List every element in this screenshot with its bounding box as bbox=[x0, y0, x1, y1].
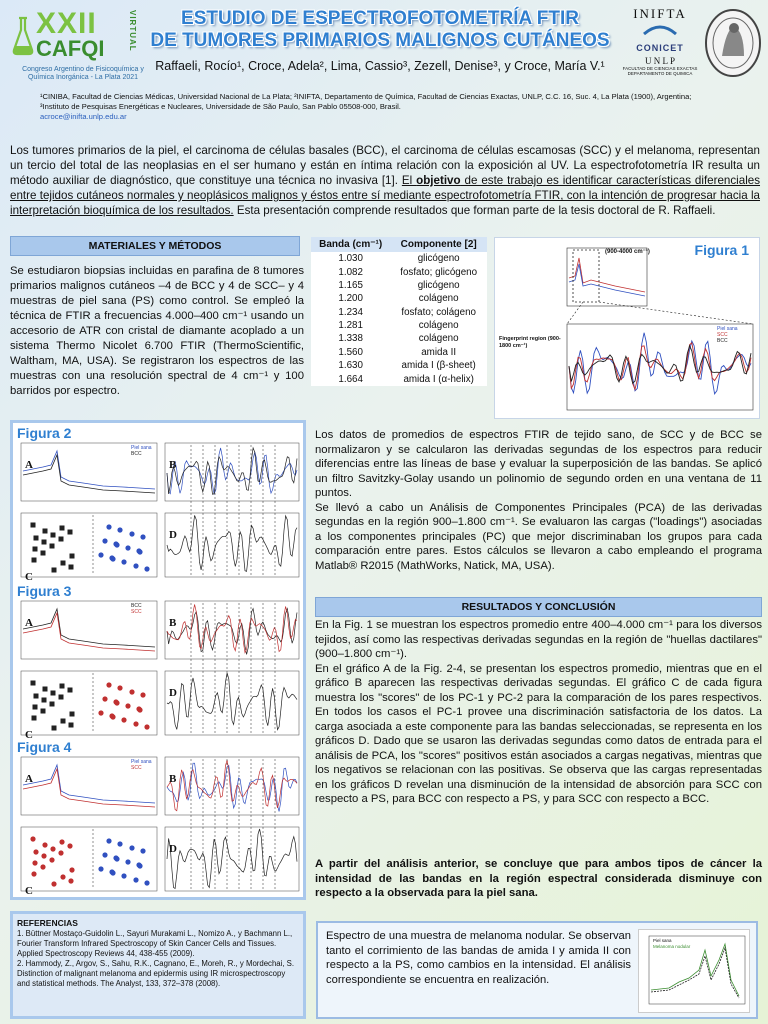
table-cell-component: glicógeno bbox=[417, 279, 460, 291]
panel-label-c: C bbox=[25, 729, 33, 741]
table-row bbox=[311, 265, 487, 278]
results-paragraph-2: En el gráfico A de la Fig. 2-4, se presentan los espectros promedio, mientras que en el gráfico B aparecen las respectivas derivadas segundas. El gráfico C de cada figura muestra los "scores" de los PC-1 y PC-2 para la comparación de los pares respectivos. En todos los casos el PC-1 provee una discriminación satisfactoria de los datos. La carga asociada a este componente para las bandas seleccionadas, se representa en los gráficos D. Dado que se usaron las derivadas segundas como datos de entrada para el análisis de PCA, los "scores" positivos están asociados a cargas negativas, mientras que los negativos se relacionan con las positivas. Se observa que las cargas representadas en los gráficos D revelan una disminución de la intensidad de absorción para SCC con respecto a PS, para BCC con respecto a PS, y para SCC con respecto a BCC. bbox=[315, 662, 762, 805]
panel-label-b: B bbox=[169, 773, 177, 785]
melanoma-text: Espectro de una muestra de melanoma nodular. Se observan tanto el corrimiento de las bandas de amida I y amida II con respecto a la PS, como cambios en la intensidad. El análisis correspondiente se encuentra en realización. bbox=[326, 930, 631, 986]
conclusion: A partir del análisis anterior, se concluye que para ambos tipos de cáncer la intensidad de las bandas en la región espectral considerada disminuye con respecto a la observada para la piel sana. bbox=[315, 858, 762, 899]
table-cell-band: 1.234 bbox=[338, 306, 363, 318]
figure-4-label: Figura 4 bbox=[17, 739, 72, 755]
table-cell-band: 1.630 bbox=[338, 360, 363, 372]
legend-entry: BCC bbox=[131, 451, 142, 457]
table-cell-component: colágeno bbox=[418, 293, 459, 305]
table-cell-band: 1.165 bbox=[338, 279, 363, 291]
introduction bbox=[10, 143, 760, 218]
intro-part-2: Esta presentación comprende resultados que forman parte de la tesis doctoral de R. Raffaeli. bbox=[233, 204, 716, 217]
inifta-logo bbox=[620, 6, 700, 86]
materials-text: Se estudiaron biopsias incluidas en parafina de 8 tumores primarios malignos cutáneos –4 de BCC y 4 de SCC– y 4 muestras de piel sana (PS) como control. Se empleó la técnica de FTIR a frecuencias 4.000–400 cm⁻¹ usando un accesorio de ATR con cristal de diamante acoplado a un sistema Thermo Nicolet 6.700 FTIR (ThermoScientific, Waltham, MA, USA). Se registraron los espectros de las muestras con una resolución spectral de 4 cm⁻¹ y 100 barridos por espectro. bbox=[10, 265, 304, 397]
figure-4-panels bbox=[13, 755, 303, 895]
legend-entry: SCC bbox=[131, 765, 142, 771]
figure-2-panels bbox=[13, 441, 303, 581]
figure-3-legend bbox=[131, 603, 142, 615]
faculty-line-2: DEPARTAMENTO DE QUIMICA bbox=[627, 71, 693, 76]
table-row bbox=[311, 359, 487, 372]
logo-virtual: VIRTUAL bbox=[128, 10, 137, 52]
figures-2-4 bbox=[10, 420, 306, 900]
logo-subtitle-2: Química Inorgánica - La Plata 2021 bbox=[27, 74, 139, 81]
legend-entry: Piel sana bbox=[131, 759, 152, 765]
intro-objective-bold: objetivo bbox=[416, 174, 461, 187]
affiliation-1: ¹CINIBA, Facultad de Ciencias Médicas, Universidad Nacional de La Plata; ²INIFTA, Departamento de Química, Facultad de Ciencias Exactas, UNLP, C.C. 16, Suc. 4, La Plata (1900), Argentina; bbox=[40, 92, 692, 101]
affiliations bbox=[40, 92, 750, 122]
faculty-line-1: FACULTAD DE CIENCIAS EXACTAS bbox=[622, 66, 698, 71]
legend-melanoma-nodular: Melanoma nodular bbox=[653, 943, 691, 949]
results-heading: RESULTADOS Y CONCLUSIÓN bbox=[315, 597, 762, 617]
panel-label-c: C bbox=[25, 571, 33, 583]
unlp-name: U N L P bbox=[645, 56, 675, 66]
intro-part-1: Los tumores primarios de la piel, el carcinoma de células basales (BCC), el carcinoma de células escamosas (SCC) y el melanoma, representan un tercio del total de las neoplasias en el ser humano y están en íntima relación con la exposición al UV. La espectrofotometría IR resulta un método auxiliar de diagnóstico, que constituye una técnica no invasiva [1]. bbox=[10, 144, 760, 187]
table-cell-component: colágeno bbox=[418, 333, 459, 345]
panel-label-c: C bbox=[25, 885, 33, 897]
table-cell-component: colágeno bbox=[418, 320, 459, 332]
panel-label-d: D bbox=[169, 843, 177, 855]
figure-4-legend bbox=[131, 759, 152, 771]
panel-label-b: B bbox=[169, 617, 177, 629]
melanoma-box bbox=[316, 921, 758, 1019]
authors: Raffaeli, Rocío¹, Croce, Adela², Lima, Cassio³, Zezell, Denise³, y Croce, María V.¹ bbox=[155, 59, 605, 73]
seal-icon bbox=[704, 8, 762, 78]
panel-label-d: D bbox=[169, 687, 177, 699]
table-cell-band: 1.281 bbox=[338, 320, 363, 332]
table-cell-band: 1.082 bbox=[338, 266, 363, 278]
figure-3-label: Figura 3 bbox=[17, 583, 72, 599]
figure-1 bbox=[494, 237, 760, 419]
panel-label-a: A bbox=[25, 773, 33, 785]
table-header-component: Componente [2] bbox=[390, 237, 487, 252]
reference-1: 1. Büttner Mostaço-Guidolin L., Sayuri Murakami L., Nomizo A., y Bachmann L., Fourier Transform Infrared Spectroscopy of Skin Cancer Cells and Tissues. Applied Spectroscopy Reviews 44, 438-455 (2009). bbox=[17, 929, 293, 958]
poster-title bbox=[150, 8, 610, 52]
table-row bbox=[311, 332, 487, 345]
table-cell-component: amida II bbox=[421, 346, 457, 358]
panel-label-d: D bbox=[169, 529, 177, 541]
title-line-2: DE TUMORES PRIMARIOS MALIGNOS CUTÁNEOS bbox=[150, 30, 610, 51]
panel-label-a: A bbox=[25, 617, 33, 629]
table-cell-component: amida I (β-sheet) bbox=[401, 360, 476, 372]
reference-2: 2. Hammody, Z., Argov, S., Sahu, R.K., Cagnano, E., Moreh, R., y Mordechai, S. Distinction of malignant melanoma and epidermis using IR microspectroscopy and statistical methods. The Analyst, 133, 372–378 (2008). bbox=[17, 959, 295, 988]
legend-melanoma-sana: Piel sana bbox=[653, 938, 672, 943]
contact-email[interactable]: acroce@inifta.unlp.edu.ar bbox=[40, 112, 127, 121]
congress-logo bbox=[6, 6, 156, 86]
table-row bbox=[311, 306, 487, 319]
panel-label-a: A bbox=[25, 459, 33, 471]
table-cell-band: 1.200 bbox=[338, 293, 363, 305]
materials-heading: MATERIALES Y MÉTODOS bbox=[10, 236, 300, 256]
legend-entry: SCC bbox=[131, 609, 142, 615]
logo-subtitle-1: Congreso Argentino de Fisicoquímica y bbox=[22, 66, 144, 73]
figure-1-legend bbox=[717, 326, 738, 344]
methods-paragraph-2: Se llevó a cabo un Análisis de Componentes Principales (PCA) de las derivadas segundas en la región 900–1.800 cm⁻¹. Se evaluaron las cargas ("loadings") asociadas a los componentes principales (PC) que mejor discriminaban los grupos para cada comparación entre pares. Estos cálculos se llevaron a cabo empleando el programa Matlab® R2015 (MathWorks, Natick, MA, USA). bbox=[315, 501, 762, 572]
table-row bbox=[311, 346, 487, 359]
table-cell-component: glicógeno bbox=[417, 253, 460, 265]
melanoma-figure bbox=[638, 929, 750, 1013]
table-row bbox=[311, 292, 487, 305]
table-row bbox=[311, 319, 487, 332]
references bbox=[10, 911, 306, 1019]
table-cell-band: 1.664 bbox=[338, 373, 363, 385]
figure-3-panels bbox=[13, 599, 303, 739]
logo-number: XXII bbox=[36, 7, 97, 40]
university-seal bbox=[704, 8, 762, 78]
table-cell-component: fosfato; glicógeno bbox=[400, 266, 478, 278]
figure-2-label: Figura 2 bbox=[17, 425, 72, 441]
intro-objective-a: El bbox=[401, 174, 417, 187]
legend-entry: Piel sana bbox=[131, 445, 152, 451]
affiliation-2: ³Instituto de Pesquisas Energéticas e Nucleares, Universidade de São Paulo, San Pablo 05508-000, Brasil. bbox=[40, 102, 401, 111]
table-cell-component: fosfato; colágeno bbox=[401, 306, 476, 318]
references-heading: REFERENCIAS bbox=[17, 918, 78, 928]
figure-1-fingerprint: Fingerprint region (900-1800 cm⁻¹) bbox=[499, 336, 561, 349]
table-cell-band: 1.560 bbox=[338, 346, 363, 358]
figure-2-legend bbox=[131, 445, 152, 457]
legend-entry: BCC bbox=[131, 603, 142, 609]
table-row bbox=[311, 279, 487, 292]
logo-name: CAFQI bbox=[36, 36, 105, 61]
legend-piel-sana: Piel sana bbox=[717, 326, 738, 332]
bands-table bbox=[311, 237, 487, 386]
table-cell-component: amida I (α-helix) bbox=[403, 373, 474, 385]
table-cell-band: 1.338 bbox=[338, 333, 363, 345]
table-cell-band: 1.030 bbox=[338, 253, 363, 265]
methods-data bbox=[315, 428, 762, 573]
table-row bbox=[311, 372, 487, 385]
melanoma-legend bbox=[653, 938, 690, 949]
legend-scc: SCC bbox=[717, 332, 728, 338]
results-paragraph-1: En la Fig. 1 se muestran los espectros promedio entre 400–4.000 cm⁻¹ para los diversos tejidos, así como las respectivas derivadas segundas en la región de "huellas dactilares" (900–1.800 cm⁻¹). bbox=[315, 619, 762, 660]
figure-1-label: Figura 1 bbox=[694, 242, 749, 258]
figure-1-region: (900-4000 cm⁻¹) bbox=[605, 249, 650, 255]
inifta-name: INIFTA bbox=[633, 6, 687, 21]
conicet-name: CONICET bbox=[636, 43, 684, 53]
results-text bbox=[315, 618, 762, 807]
table-header-band: Banda (cm⁻¹) bbox=[311, 237, 390, 252]
conicet-icon bbox=[640, 22, 680, 38]
flask-icon bbox=[12, 16, 34, 56]
panel-label-b: B bbox=[169, 459, 177, 471]
intro-objective-b: de este trabajo es identificar características diferenciales entre tejidos cutáneos normales y neoplásicos malignos y éstos entre sí mediante espectrofotometría FTIR, con la intención de progresar hacia la interpretación bioquímica de los resultados. bbox=[10, 174, 761, 217]
table-row bbox=[311, 252, 487, 265]
methods-paragraph-1: Los datos de promedios de espectros FTIR de tejido sano, de SCC y de BCC se normalizaron y se calcularon las derivadas segundas de los espectros para reducir diferencias entre las líneas de base y evaluar la superposición de las bandas. Se aplicó un filtro Savitzky-Golay usando un polinomio de segundo orden en una ventana de 11 puntos. bbox=[315, 429, 762, 499]
legend-bcc: BCC bbox=[717, 338, 728, 344]
title-line-1: ESTUDIO DE ESPECTROFOTOMETRÍA FTIR bbox=[181, 8, 579, 29]
